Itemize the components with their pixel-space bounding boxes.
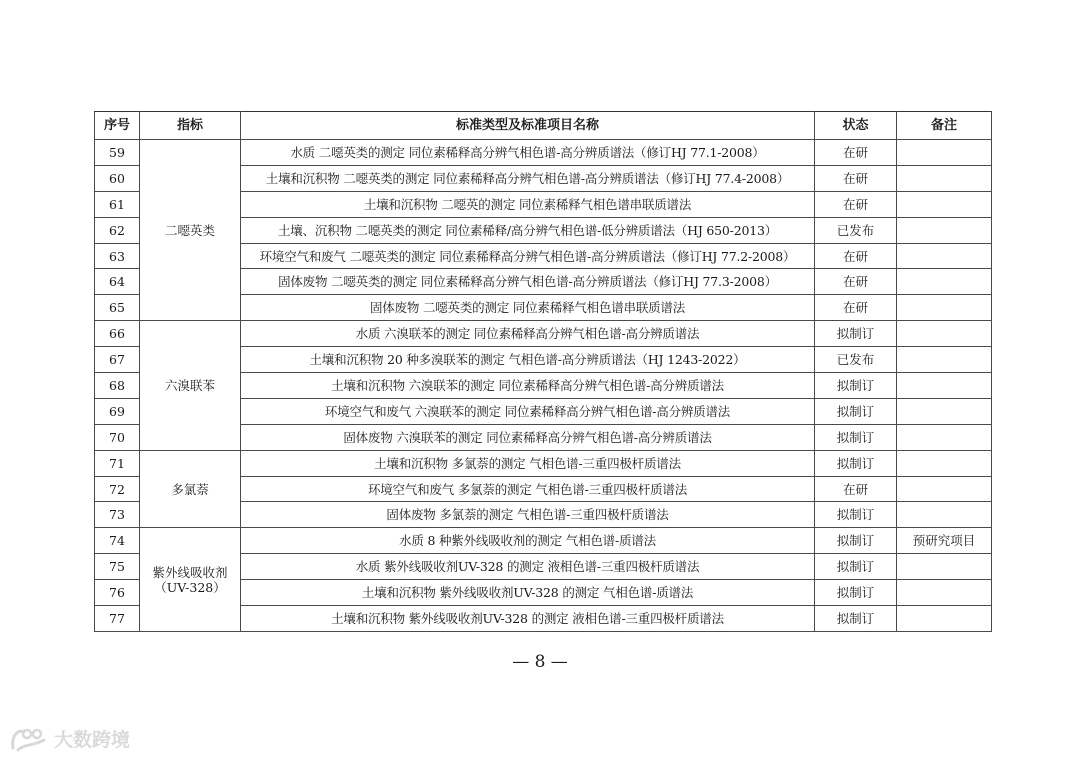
cell-note xyxy=(897,140,992,166)
header-cell-indicator: 指标 xyxy=(140,112,241,140)
cell-note xyxy=(897,295,992,321)
indicator-sublabel: （UV-328） xyxy=(154,579,226,595)
indicator-label: 紫外线吸收剂 xyxy=(152,564,228,580)
cell-standard-name: 环境空气和废气 二噁英类的测定 同位素稀释高分辨气相色谱-高分辨质谱法（修订HJ 77.2-2008） xyxy=(241,243,815,269)
table-row xyxy=(95,450,992,476)
cell-status: 拟制订 xyxy=(815,373,897,399)
cell-no: 77 xyxy=(95,606,140,632)
watermark-logo-icon xyxy=(10,726,48,752)
cell-no: 76 xyxy=(95,580,140,606)
table-row xyxy=(95,528,992,554)
cell-note xyxy=(897,347,992,373)
cell-no: 74 xyxy=(95,528,140,554)
cell-status: 拟制订 xyxy=(815,580,897,606)
cell-note xyxy=(897,554,992,580)
cell-standard-name: 土壤和沉积物 多氯萘的测定 气相色谱-三重四极杆质谱法 xyxy=(241,450,815,476)
cell-no: 60 xyxy=(95,165,140,191)
cell-no: 62 xyxy=(95,217,140,243)
header-cell-status: 状态 xyxy=(815,112,897,140)
cell-note xyxy=(897,476,992,502)
cell-standard-name: 固体废物 六溴联苯的测定 同位素稀释高分辨气相色谱-高分辨质谱法 xyxy=(241,424,815,450)
page-number: — 8 — xyxy=(512,652,568,672)
cell-status: 在研 xyxy=(815,165,897,191)
cell-standard-name: 土壤和沉积物 紫外线吸收剂UV-328 的测定 液相色谱-三重四极杆质谱法 xyxy=(241,606,815,632)
cell-no: 63 xyxy=(95,243,140,269)
cell-note xyxy=(897,606,992,632)
cell-no: 75 xyxy=(95,554,140,580)
cell-standard-name: 水质 二噁英类的测定 同位素稀释高分辨气相色谱-高分辨质谱法（修订HJ 77.1-2008） xyxy=(241,140,815,166)
cell-status: 拟制订 xyxy=(815,424,897,450)
cell-status: 在研 xyxy=(815,476,897,502)
cell-status: 在研 xyxy=(815,140,897,166)
watermark xyxy=(10,725,130,752)
cell-note xyxy=(897,450,992,476)
cell-standard-name: 水质 紫外线吸收剂UV-328 的测定 液相色谱-三重四极杆质谱法 xyxy=(241,554,815,580)
cell-note xyxy=(897,424,992,450)
cell-standard-name: 土壤和沉积物 二噁英的测定 同位素稀释气相色谱串联质谱法 xyxy=(241,191,815,217)
cell-status: 已发布 xyxy=(815,347,897,373)
cell-note xyxy=(897,269,992,295)
cell-standard-name: 土壤和沉积物 紫外线吸收剂UV-328 的测定 气相色谱-质谱法 xyxy=(241,580,815,606)
header-cell-note: 备注 xyxy=(897,112,992,140)
cell-standard-name: 土壤、沉积物 二噁英类的测定 同位素稀释/高分辨气相色谱-低分辨质谱法（HJ 650-2013） xyxy=(241,217,815,243)
cell-no: 67 xyxy=(95,347,140,373)
cell-no: 68 xyxy=(95,373,140,399)
cell-no: 66 xyxy=(95,321,140,347)
cell-no: 64 xyxy=(95,269,140,295)
cell-note: 预研究项目 xyxy=(897,528,992,554)
cell-note xyxy=(897,373,992,399)
cell-no: 72 xyxy=(95,476,140,502)
cell-note xyxy=(897,217,992,243)
cell-note xyxy=(897,580,992,606)
cell-status: 拟制订 xyxy=(815,606,897,632)
cell-status: 拟制订 xyxy=(815,398,897,424)
cell-no: 73 xyxy=(95,502,140,528)
cell-standard-name: 土壤和沉积物 六溴联苯的测定 同位素稀释高分辨气相色谱-高分辨质谱法 xyxy=(241,373,815,399)
cell-no: 69 xyxy=(95,398,140,424)
indicator-label: 多氯萘 xyxy=(171,481,209,497)
cell-indicator xyxy=(140,321,241,450)
cell-status: 已发布 xyxy=(815,217,897,243)
table-header-row xyxy=(95,112,992,140)
cell-standard-name: 水质 六溴联苯的测定 同位素稀释高分辨气相色谱-高分辨质谱法 xyxy=(241,321,815,347)
standards-table xyxy=(94,111,992,632)
cell-indicator xyxy=(140,528,241,632)
indicator-label: 二噁英类 xyxy=(164,222,215,238)
cell-status: 在研 xyxy=(815,269,897,295)
cell-status: 在研 xyxy=(815,191,897,217)
cell-no: 61 xyxy=(95,191,140,217)
cell-no: 70 xyxy=(95,424,140,450)
header-cell-no: 序号 xyxy=(95,112,140,140)
cell-indicator xyxy=(140,140,241,321)
cell-status: 拟制订 xyxy=(815,554,897,580)
cell-standard-name: 固体废物 二噁英类的测定 同位素稀释气相色谱串联质谱法 xyxy=(241,295,815,321)
cell-standard-name: 环境空气和废气 多氯萘的测定 气相色谱-三重四极杆质谱法 xyxy=(241,476,815,502)
cell-standard-name: 水质 8 种紫外线吸收剂的测定 气相色谱-质谱法 xyxy=(241,528,815,554)
cell-no: 71 xyxy=(95,450,140,476)
cell-status: 拟制订 xyxy=(815,450,897,476)
cell-note xyxy=(897,165,992,191)
cell-status: 拟制订 xyxy=(815,528,897,554)
cell-standard-name: 固体废物 多氯萘的测定 气相色谱-三重四极杆质谱法 xyxy=(241,502,815,528)
table-row xyxy=(95,140,992,166)
cell-note xyxy=(897,243,992,269)
cell-note xyxy=(897,191,992,217)
cell-status: 在研 xyxy=(815,295,897,321)
cell-status: 拟制订 xyxy=(815,502,897,528)
cell-status: 在研 xyxy=(815,243,897,269)
cell-note xyxy=(897,502,992,528)
cell-no: 59 xyxy=(95,140,140,166)
cell-indicator xyxy=(140,450,241,528)
cell-note xyxy=(897,398,992,424)
cell-no: 65 xyxy=(95,295,140,321)
indicator-label: 六溴联苯 xyxy=(164,377,215,393)
cell-status: 拟制订 xyxy=(815,321,897,347)
cell-standard-name: 土壤和沉积物 二噁英类的测定 同位素稀释高分辨气相色谱-高分辨质谱法（修订HJ 77.4-2008） xyxy=(241,165,815,191)
table-row xyxy=(95,321,992,347)
cell-standard-name: 环境空气和废气 六溴联苯的测定 同位素稀释高分辨气相色谱-高分辨质谱法 xyxy=(241,398,815,424)
cell-note xyxy=(897,321,992,347)
cell-standard-name: 固体废物 二噁英类的测定 同位素稀释高分辨气相色谱-高分辨质谱法（修订HJ 77.3-2008） xyxy=(241,269,815,295)
header-cell-name: 标准类型及标准项目名称 xyxy=(241,112,815,140)
table-body xyxy=(95,140,992,632)
cell-standard-name: 土壤和沉积物 20 种多溴联苯的测定 气相色谱-高分辨质谱法（HJ 1243-2022） xyxy=(241,347,815,373)
watermark-text: 大数跨境 xyxy=(54,729,131,751)
